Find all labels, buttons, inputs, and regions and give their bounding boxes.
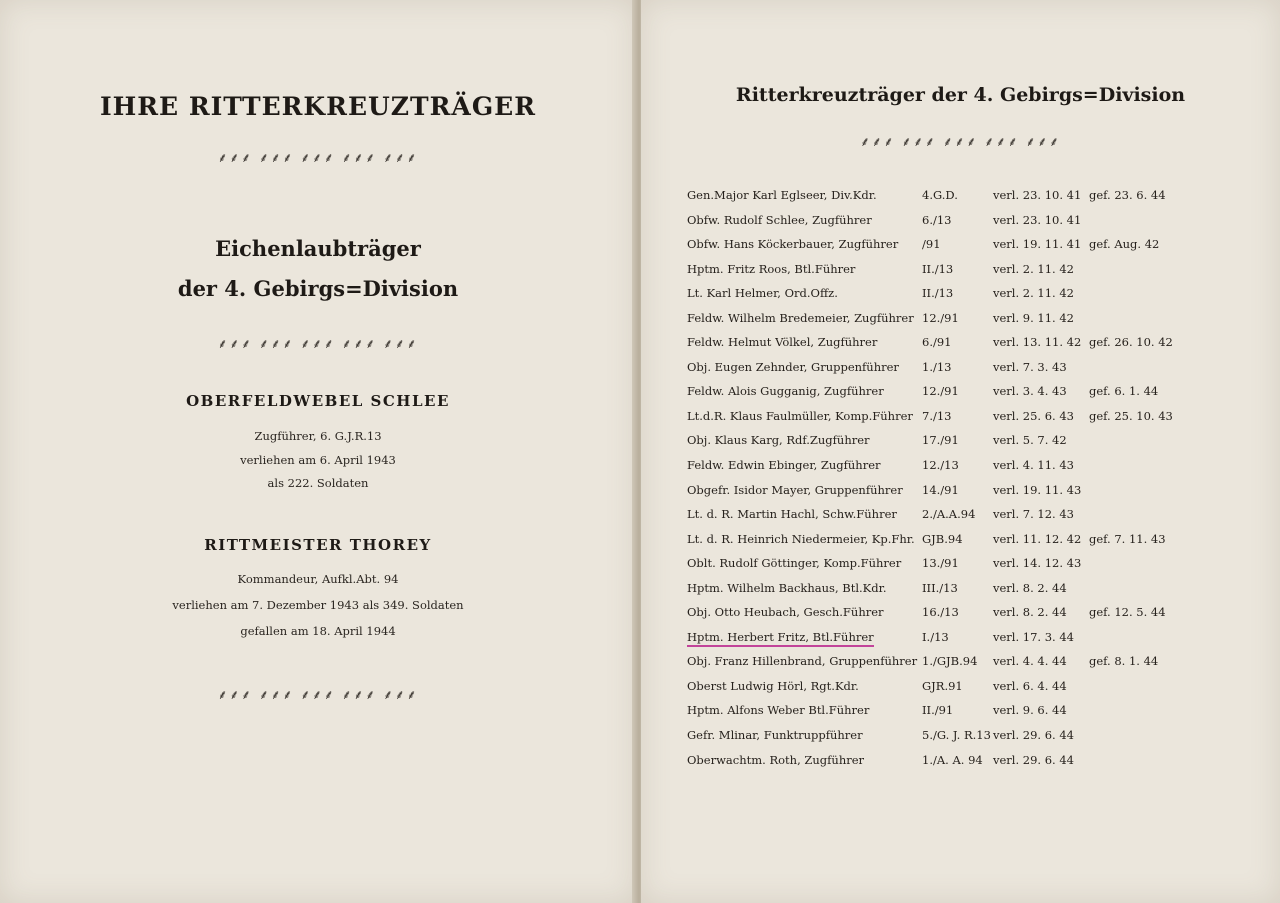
award2-line2: verliehen am 7. Dezember 1943 als 349. Soldaten <box>172 598 464 612</box>
award1-line3: als 222. Soldaten <box>267 476 369 490</box>
list-item <box>687 258 1187 283</box>
recipient-name: Obfw. Rudolf Schlee, Zugführer <box>687 212 872 227</box>
recipient-unit: /91 <box>922 237 941 252</box>
fallen-date: gef. 25. 10. 43 <box>1089 408 1173 423</box>
recipient-unit: 6./91 <box>922 335 952 350</box>
award-date: verl. 8. 2. 44 <box>993 580 1067 595</box>
award-date: verl. 23. 10. 41 <box>993 212 1082 227</box>
recipient-name: Obgefr. Isidor Mayer, Gruppenführer <box>687 482 903 497</box>
award-date: verl. 3. 4. 43 <box>993 384 1067 399</box>
list-item <box>687 356 1187 381</box>
recipient-unit: 1./GJB.94 <box>922 654 978 669</box>
recipient-name: Lt.d.R. Klaus Faulmüller, Komp.Führer <box>687 408 913 423</box>
recipient-name: Hptm. Wilhelm Backhaus, Btl.Kdr. <box>687 580 887 595</box>
oak-leaves-heading-line2: der 4. Gebirgs=Division <box>177 276 459 301</box>
recipients-list <box>687 184 1187 773</box>
recipient-unit: 17./91 <box>922 433 959 448</box>
recipient-unit: 1./A. A. 94 <box>922 752 983 767</box>
list-item <box>687 233 1187 258</box>
list-item <box>687 626 1187 651</box>
list-item <box>687 528 1187 553</box>
recipient-unit: 12./13 <box>922 458 959 473</box>
recipient-name: Obj. Klaus Karg, Rdf.Zugführer <box>687 433 870 448</box>
fallen-date: gef. Aug. 42 <box>1089 237 1160 252</box>
oak-leaves-heading-line1: Eichenlaubträger <box>215 236 421 261</box>
recipient-unit: 12./91 <box>922 384 959 399</box>
award-date: verl. 4. 4. 44 <box>993 654 1067 669</box>
list-item <box>687 552 1187 577</box>
list-item <box>687 699 1187 724</box>
fallen-date: gef. 8. 1. 44 <box>1089 654 1159 669</box>
award-date: verl. 7. 12. 43 <box>993 507 1074 522</box>
recipient-unit: II./13 <box>922 286 954 301</box>
list-item <box>687 429 1187 454</box>
award-date: verl. 25. 6. 43 <box>993 408 1074 423</box>
recipient-name: Obj. Eugen Zehnder, Gruppenführer <box>687 359 899 374</box>
list-item <box>687 749 1187 774</box>
fallen-date: gef. 12. 5. 44 <box>1089 605 1166 620</box>
list-item <box>687 650 1187 675</box>
ornament-divider: ⸙⸙⸙ ⸙⸙⸙ ⸙⸙⸙ ⸙⸙⸙ ⸙⸙⸙ <box>217 151 419 166</box>
award-date: verl. 8. 2. 44 <box>993 605 1067 620</box>
award-date: verl. 13. 11. 42 <box>993 335 1082 350</box>
recipient-unit: GJB.94 <box>922 531 963 546</box>
ornament-divider: ⸙⸙⸙ ⸙⸙⸙ ⸙⸙⸙ ⸙⸙⸙ ⸙⸙⸙ <box>860 135 1061 150</box>
right-page-title: Ritterkreuzträger der 4. Gebirgs=Division <box>735 84 1186 106</box>
award-date: verl. 11. 12. 42 <box>993 531 1082 546</box>
recipient-name: Lt. d. R. Martin Hachl, Schw.Führer <box>687 507 897 522</box>
recipient-unit: 4.G.D. <box>922 188 958 202</box>
list-item <box>687 724 1187 749</box>
award2-name: RITTMEISTER THOREY <box>204 536 432 554</box>
recipient-name: Lt. d. R. Heinrich Niedermeier, Kp.Fhr. <box>687 531 915 546</box>
recipient-unit: 7./13 <box>922 408 952 423</box>
recipient-unit: 14./91 <box>922 482 959 497</box>
recipient-unit: III./13 <box>922 580 958 595</box>
award-date: verl. 29. 6. 44 <box>993 728 1074 743</box>
list-item <box>687 454 1187 479</box>
recipient-name: Obfw. Hans Köckerbauer, Zugführer <box>687 237 899 252</box>
recipient-name: Obj. Franz Hillenbrand, Gruppenführer <box>687 654 918 669</box>
award-date: verl. 5. 7. 42 <box>993 433 1067 448</box>
list-item <box>687 380 1187 405</box>
recipient-name: Lt. Karl Helmer, Ord.Offz. <box>687 286 838 301</box>
recipient-name: Oberwachtm. Roth, Zugführer <box>687 752 865 767</box>
award1-line1: Zugführer, 6. G.J.R.13 <box>254 429 382 443</box>
recipient-unit: 16./13 <box>922 605 959 620</box>
award-date: verl. 2. 11. 42 <box>993 261 1074 276</box>
recipient-unit: 6./13 <box>922 212 952 227</box>
recipient-name: Obj. Otto Heubach, Gesch.Führer <box>687 605 884 620</box>
list-item <box>687 331 1187 356</box>
recipient-name: Gen.Major Karl Eglseer, Div.Kdr. <box>687 188 877 202</box>
award2-line1: Kommandeur, Aufkl.Abt. 94 <box>237 572 399 586</box>
recipient-unit: 13./91 <box>922 556 959 571</box>
ornament-divider: ⸙⸙⸙ ⸙⸙⸙ ⸙⸙⸙ ⸙⸙⸙ ⸙⸙⸙ <box>217 688 419 703</box>
recipient-unit: GJR.91 <box>922 678 963 693</box>
recipient-unit: 12./91 <box>922 310 959 325</box>
list-item <box>687 601 1187 626</box>
award-date: verl. 17. 3. 44 <box>993 629 1074 644</box>
recipient-name: Feldw. Helmut Völkel, Zugführer <box>687 335 878 350</box>
recipient-unit: II./13 <box>922 261 954 276</box>
fallen-date: gef. 6. 1. 44 <box>1089 384 1159 399</box>
recipient-unit: II./91 <box>922 703 954 718</box>
left-page <box>0 0 637 903</box>
left-page-title: IHRE RITTERKREUZTRÄGER <box>99 92 537 121</box>
award-date: verl. 14. 12. 43 <box>993 556 1082 571</box>
list-item <box>687 282 1187 307</box>
award-date: verl. 29. 6. 44 <box>993 752 1074 767</box>
recipient-name: Feldw. Wilhelm Bredemeier, Zugführer <box>687 310 914 325</box>
fallen-date: gef. 26. 10. 42 <box>1089 335 1173 350</box>
fallen-date: gef. 23. 6. 44 <box>1089 188 1166 202</box>
recipient-unit: 2./A.A.94 <box>922 507 976 522</box>
recipient-name: Feldw. Alois Gugganig, Zugführer <box>687 384 884 399</box>
recipient-name: Feldw. Edwin Ebinger, Zugführer <box>687 458 881 473</box>
list-item <box>687 184 1187 209</box>
recipient-unit: 5./G. J. R.13 <box>922 728 991 743</box>
recipient-unit: 1./13 <box>922 359 952 374</box>
award1-name: OBERFELDWEBEL SCHLEE <box>186 392 450 410</box>
list-item <box>687 675 1187 700</box>
ornament-divider: ⸙⸙⸙ ⸙⸙⸙ ⸙⸙⸙ ⸙⸙⸙ ⸙⸙⸙ <box>217 337 419 352</box>
award-date: verl. 9. 11. 42 <box>993 310 1074 325</box>
recipient-name: Oberst Ludwig Hörl, Rgt.Kdr. <box>687 678 859 693</box>
award-date: verl. 7. 3. 43 <box>993 359 1067 374</box>
list-item <box>687 479 1187 504</box>
award-date: verl. 2. 11. 42 <box>993 286 1074 301</box>
recipient-name: Hptm. Fritz Roos, Btl.Führer <box>687 261 856 276</box>
list-item <box>687 209 1187 234</box>
recipient-unit: I./13 <box>922 629 949 644</box>
list-item <box>687 577 1187 602</box>
list-item <box>687 503 1187 528</box>
award-date: verl. 4. 11. 43 <box>993 458 1074 473</box>
recipient-name: Gefr. Mlinar, Funktruppführer <box>687 728 863 743</box>
award-date: verl. 9. 6. 44 <box>993 703 1067 718</box>
recipient-name: Hptm. Alfons Weber Btl.Führer <box>687 703 870 718</box>
recipient-name: Hptm. Herbert Fritz, Btl.Führer <box>687 630 874 647</box>
award-date: verl. 19. 11. 43 <box>993 482 1082 497</box>
award-date: verl. 19. 11. 41 <box>993 237 1082 252</box>
recipient-name: Oblt. Rudolf Göttinger, Komp.Führer <box>687 556 902 571</box>
award2-line3: gefallen am 18. April 1944 <box>240 624 396 638</box>
list-item <box>687 307 1187 332</box>
award-date: verl. 23. 10. 41 <box>993 188 1082 202</box>
list-item <box>687 405 1187 430</box>
award1-line2: verliehen am 6. April 1943 <box>240 453 396 467</box>
fallen-date: gef. 7. 11. 43 <box>1089 531 1166 546</box>
award-date: verl. 6. 4. 44 <box>993 678 1067 693</box>
